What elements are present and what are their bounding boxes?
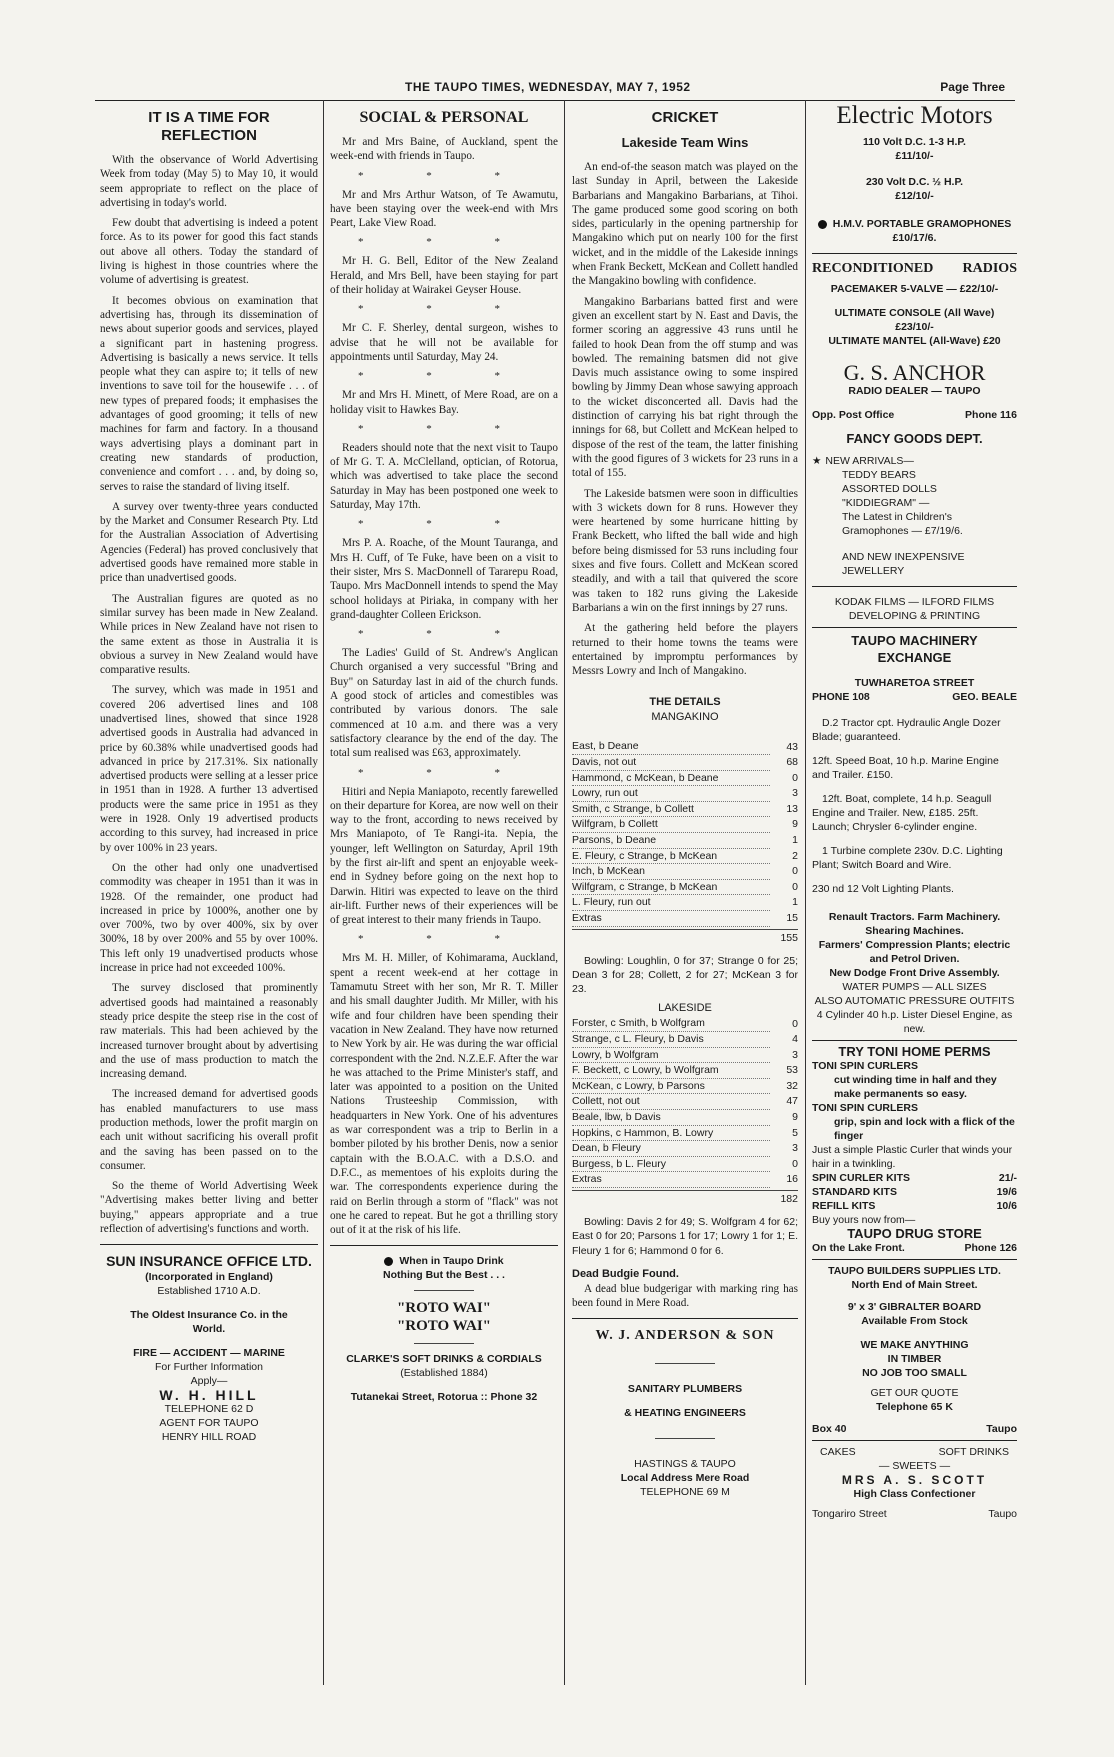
ad-text: The Latest in Children's Gramophones — £7/19/6. <box>842 511 963 537</box>
batsman-name: Parsons, b Deane <box>572 832 770 848</box>
batsman-runs: 9 <box>792 1110 798 1123</box>
anderson-ad <box>572 1327 798 1499</box>
divider <box>572 1318 798 1319</box>
ad-text: Telephone 65 K <box>876 1401 953 1413</box>
kit-row <box>812 1171 1017 1185</box>
batsman-name: Lowry, b Wolfgram <box>572 1047 770 1063</box>
social-item: Mrs M. H. Miller, of Kohimarama, Auckland, spent a recent week-end at her cottage in Tamamutu Street with her son, Mr R. T. Miller and his small daughter Judith. Mr Miller, with his wife and four children have been spending their vacation in New Zealand. They have now returned to New York by air. He was during the war official correspondent with the 2nd. N.Z.E.F. After the war he was attached to the Prime Minister's staff, and later was appointed to a position on the United Nations Trusteeship Commission, with headquarters in New York. One of his adventures as war correspondent was a trip to Berlin in a bomber piloted by his brother Denis, now a senior captain with the B.O.A.C. with a D.S.O. and D.F.C., as mementoes of his exploits during the war. The correspondents experience during the raid on Berlin through a storm of "flack" was not one he cared to repeat. But he got a thrilling story out of it at the risk of his life. <box>330 952 558 1237</box>
ad-text: Just a simple Plastic Curler that winds your hair in a twinkling. <box>812 1144 1013 1170</box>
ad-text: 19/6 <box>996 1186 1017 1198</box>
ad-text: HASTINGS & TAUPO <box>634 1458 736 1471</box>
ad-text: The Oldest Insurance Co. in the World. <box>130 1309 288 1336</box>
team-total: 155 <box>572 929 798 944</box>
ad-heading: TAUPO MACHINERY EXCHANGE <box>851 633 978 665</box>
ad-text: High Class Confectioner <box>853 1488 976 1500</box>
ad-title: SUN INSURANCE OFFICE LTD. <box>106 1253 312 1270</box>
ad-text: W. H. HILL <box>159 1387 259 1404</box>
batsman-runs: 2 <box>792 849 798 862</box>
cricket-paragraph: Mangakino Barbarians batted first and were given an excellent start by N. East and Davis, the former scoring an aggressive 43 runs until he failed to hook Dean from the off stump and was bowled. The remaining batsmen did not give Davis much assistance owing to some inspired bowling by Jimmy Dean whose sawying approach to the wicket disconcerted all. Davis had the distinction of carrying his bat right through the innings for 68, but Collett and McKean helped to dispose of the rest of the team, the latter finishing with the good figures of 3 wickets for 23 runs in a total of 155. <box>572 295 798 480</box>
ad-text: — SWEETS — <box>878 1460 951 1472</box>
score-row <box>572 1141 798 1157</box>
social-item: Mr and Mrs H. Minett, of Mere Road, are on a holiday visit to Hawkes Bay. <box>330 389 558 416</box>
ad-text: Tutanekai Street, Rotorua :: Phone 32 <box>350 1391 538 1404</box>
ad-text: 1 Turbine complete 230v. D.C. Lighting Plant; Switch Board and Wire. <box>812 845 1003 871</box>
ad-text: Available From Stock <box>861 1315 968 1327</box>
ad-text: 9' x 3' GIBRALTER BOARD <box>847 1301 982 1313</box>
article-paragraph: The survey, which was made in 1951 and covered 206 advertised lines and 108 unadvertised lines, showed that since 1928 advertised goods in Australia had advanced in price by 60.38% while unadvertised goods had advanced in price by 217.31%. Six nationally advertised products were selling at a lesser price in 1951 than in 1928. A further 13 advertised products were the same price in 1951 as they were in 1928. Only 19 advertised products according to this survey, had increased in price by over 100% in 23 years. <box>100 684 318 854</box>
ad-text: Local Address Mere Road <box>620 1472 750 1485</box>
ad-text: Nothing But the Best . . . <box>383 1269 505 1282</box>
ad-heading: TAUPO DRUG STORE <box>847 1226 982 1241</box>
batsman-runs: 3 <box>792 787 798 800</box>
article-paragraph: On the other had only one unadvertised commodity was cheaper in 1951 than it was in 1928. Of the remainder, one product had increased in price by 1000%, another one by over 700%, two by over 400%, six by over 300%, 18 by over 200% and 55 by over 100%. This left only 19 unadvertised products whose increase in price had not exceeded 100%. <box>100 861 318 975</box>
star-icon: ★ <box>812 455 822 467</box>
roto-wai-ad <box>330 1254 558 1404</box>
ad-text: TUWHARETOA STREET <box>854 677 975 689</box>
batsman-runs: 13 <box>786 802 798 815</box>
ad-text: Established 1710 A.D. <box>157 1285 261 1298</box>
divider <box>812 1040 1017 1041</box>
score-row <box>572 770 798 786</box>
batsman-name: East, b Deane <box>572 739 770 754</box>
batsman-runs: 1 <box>792 896 798 909</box>
ad-text: Apply— <box>190 1375 228 1388</box>
ad-text: ULTIMATE MANTEL (All-Wave) £20 <box>828 335 1001 347</box>
separator-stars: * * * <box>358 370 530 383</box>
scorecard-lakeside <box>572 1016 798 1188</box>
ad-brand: "ROTO WAI" <box>396 1318 492 1335</box>
column-social-personal <box>330 105 558 1685</box>
batsman-runs: 53 <box>786 1064 798 1077</box>
ad-heading: FANCY GOODS DEPT. <box>846 431 983 446</box>
ad-text: For Further Information <box>155 1361 263 1374</box>
team-name: MANGAKINO <box>651 711 719 724</box>
batsman-runs: 1 <box>792 833 798 846</box>
divider <box>812 627 1017 628</box>
batsman-name: Hopkins, c Hammon, B. Lowry <box>572 1125 770 1141</box>
ad-text: PACEMAKER 5-VALVE — £22/10/- <box>830 283 999 295</box>
social-item: Readers should note that the next visit to Taupo of Mr G. T. A. McClelland, optician, of Rotorua, which was advertised to take place the second Saturday in May has been postponed one week to Saturday, May 17th. <box>330 441 558 512</box>
team-total: 182 <box>572 1190 798 1205</box>
ad-text: ASSORTED DOLLS <box>842 483 937 495</box>
ad-text: Taupo <box>988 1508 1017 1520</box>
batsman-name: Smith, c Strange, b Collett <box>572 801 770 817</box>
batsman-name: Inch, b McKean <box>572 864 770 880</box>
batsman-runs: 0 <box>792 771 798 784</box>
ad-text: AND NEW INEXPENSIVE <box>842 551 965 563</box>
ad-text: RADIO DEALER — TAUPO <box>848 385 981 397</box>
article-paragraph: A survey over twenty-three years conducted by the Market and Consumer Research Pty. Ltd for the Australian Association of Advertising Agencies (Federal) has proved conclusively that advertised goods have remained more stable in price than unadvertised goods. <box>100 500 318 585</box>
score-row <box>572 910 798 926</box>
score-row <box>572 801 798 817</box>
score-row <box>572 786 798 802</box>
ad-text: SOFT DRINKS <box>938 1446 1009 1458</box>
scott-address <box>812 1507 1017 1521</box>
batsman-name: Burgess, b L. Fleury <box>572 1156 770 1172</box>
batsman-name: Lowry, run out <box>572 786 770 802</box>
batsman-runs: 47 <box>786 1095 798 1108</box>
batsman-runs: 3 <box>792 1142 798 1155</box>
batsman-name: Hammond, c McKean, b Deane <box>572 770 770 786</box>
social-item: Mr and Mrs Arthur Watson, of Te Awamutu, have been staying over the week-end with Mrs Peart, Lake View Road. <box>330 188 558 230</box>
ad-text: 12ft. Speed Boat, 10 h.p. Marine Engine and Trailer. £150. <box>812 755 999 781</box>
score-row <box>572 1078 798 1094</box>
batsman-runs: 5 <box>792 1126 798 1139</box>
batsman-name: Dean, b Fleury <box>572 1141 770 1157</box>
cricket-headline: CRICKET <box>651 109 719 126</box>
scorecard-mangakino <box>572 739 798 926</box>
ad-text: RADIOS <box>962 261 1017 276</box>
ad-text <box>330 1254 558 1268</box>
divider <box>330 1245 558 1246</box>
ad-text: New Dodge Front Drive Assembly. <box>829 967 1000 979</box>
column-divider <box>564 100 565 1685</box>
ad-text: £10/17/6. <box>892 232 937 244</box>
divider <box>100 1244 318 1245</box>
separator-stars: * * * <box>358 766 530 779</box>
column-advertising-article <box>100 105 318 1685</box>
ad-text: TELEPHONE 62 D <box>164 1403 254 1416</box>
kit-row <box>812 1199 1017 1213</box>
ad-text: & HEATING ENGINEERS <box>624 1407 746 1420</box>
budgie-head: Dead Budgie Found. <box>572 1267 679 1280</box>
ad-text: TEDDY BEARS <box>842 469 916 481</box>
ad-text: TAUPO BUILDERS SUPPLIES LTD. <box>828 1265 1001 1277</box>
ad-text: Renault Tractors. Farm Machinery. Shearing Machines. <box>828 911 1001 937</box>
ad-text: FIRE — ACCIDENT — MARINE <box>133 1347 285 1360</box>
social-item: Mr C. F. Sherley, dental surgeon, wishes to advise that he will not be available for appointments until Saturday, May 24. <box>330 322 558 363</box>
ad-text: SANITARY PLUMBERS <box>627 1383 743 1396</box>
ad-text: 230 nd 12 Volt Lighting Plants. <box>812 883 954 895</box>
social-item: Mrs P. A. Roache, of the Mount Tauranga, and Mrs H. Cuff, of Te Fuke, have been on a visit to their sister, Mrs S. MacDonnell of Tararepu Road, Taupo. Mrs MacDonnell intends to spend the May school holidays at Piriaka, in company with her grand-daughter Colleen Erickson. <box>330 537 558 621</box>
social-item: The Ladies' Guild of St. Andrew's Anglican Church organised a very successful "Bring and Buy" on Saturday last in aid of the church funds. A good stock of articles and comestibles was contributed by various donors. The sale commenced at 10 a.m. and there was a very satisfactory clearance by the end of the day. The total sum realised was £63, approximately. <box>330 647 558 760</box>
column-divider <box>805 100 806 1685</box>
article-paragraph: So the theme of World Advertising Week "Advertising makes better living and better buying," appears appropriate and a true reflection of advertising's functions and worth. <box>100 1180 318 1236</box>
ad-text: IN TIMBER <box>887 1353 942 1365</box>
batsman-name: Strange, c L. Fleury, b Davis <box>572 1032 770 1048</box>
batsman-name: Collett, not out <box>572 1094 770 1110</box>
divider <box>812 1259 1017 1260</box>
column-cricket <box>572 105 798 1685</box>
batsman-runs: 0 <box>792 880 798 893</box>
batsman-name: Extras <box>572 1172 770 1188</box>
details-head: THE DETAILS <box>649 696 721 709</box>
ad-text: 21/- <box>998 1172 1017 1184</box>
separator-stars: * * * <box>358 169 530 182</box>
ad-text: Taupo <box>986 1423 1017 1435</box>
batsman-runs: 32 <box>786 1079 798 1092</box>
ad-text: KODAK FILMS — ILFORD FILMS <box>834 596 995 608</box>
score-row <box>572 1156 798 1172</box>
ad-text: ULTIMATE CONSOLE (All Wave) <box>834 307 995 319</box>
ad-text: grip, spin and lock with a flick of the finger <box>834 1116 1015 1142</box>
divider <box>655 1438 715 1439</box>
batsman-name: Extras <box>572 910 770 926</box>
column-ads <box>812 105 1017 1685</box>
ad-text: ALSO AUTOMATIC PRESSURE OUTFITS <box>814 995 1015 1007</box>
ad-text: On the Lake Front. <box>812 1242 905 1254</box>
score-row <box>572 1016 798 1031</box>
ad-text: CLARKE'S SOFT DRINKS & CORDIALS <box>346 1353 542 1366</box>
batsman-runs: 0 <box>792 865 798 878</box>
ad-text: 10/6 <box>996 1200 1017 1212</box>
ad-text: STANDARD KITS <box>812 1186 897 1198</box>
ad-heading: TRY TONI HOME PERMS <box>838 1044 991 1059</box>
batsman-runs: 3 <box>792 1048 798 1061</box>
ad-text: D.2 Tractor cpt. Hydraulic Angle Dozer Blade; guaranteed. <box>812 717 1001 743</box>
divider <box>414 1343 474 1344</box>
batsman-runs: 9 <box>792 818 798 831</box>
ad-text: NEW ARRIVALS— <box>825 455 914 467</box>
ad-text: PHONE 108 <box>812 691 870 703</box>
score-row <box>572 832 798 848</box>
ad-text: When in Taupo Drink <box>399 1255 504 1268</box>
masthead-title: THE TAUPO TIMES, WEDNESDAY, MAY 7, 1952 <box>405 80 691 94</box>
divider <box>812 253 1017 254</box>
score-row <box>572 1109 798 1125</box>
ad-text: Buy yours now from— <box>812 1214 916 1226</box>
separator-stars: * * * <box>358 518 530 531</box>
batsman-name: E. Fleury, c Strange, b McKean <box>572 848 770 864</box>
ad-text: £23/10/- <box>895 321 934 333</box>
ad-text: Farmers' Compression Plants; electric and Petrol Driven. <box>818 939 1011 965</box>
score-row <box>572 1094 798 1110</box>
batsman-name: Forster, c Smith, b Wolfgram <box>572 1016 770 1031</box>
ad-text: 110 Volt D.C. 1-3 H.P. <box>863 136 966 148</box>
separator-stars: * * * <box>358 628 530 641</box>
score-row <box>572 879 798 895</box>
masthead-rule <box>95 100 1015 101</box>
score-row <box>572 1172 798 1188</box>
score-row <box>572 1125 798 1141</box>
separator-stars: * * * <box>358 422 530 435</box>
anchor-contact <box>812 408 1017 422</box>
score-row <box>572 864 798 880</box>
score-row <box>572 848 798 864</box>
ad-title: W. J. ANDERSON & SON <box>595 1328 775 1344</box>
bowling-summary: Bowling: Davis 2 for 49; S. Wolfgram 4 for 62; East 0 for 20; Parsons 1 for 17; Lowry 1 for 1; E. Fleury 1 for 6; Hammond 0 for 6. <box>572 1215 798 1257</box>
cricket-paragraph: An end-of-the season match was played on the last Sunday in April, between the Lakeside Barbarians and Mangakino Barbarians, at Tihoi. The game produced some good scoring on both sides, particularly in the opening partnership for Mangakino which put on nearly 100 for the first wicket, and in the middle of the Lakeside innings when Frank Beckett, McKean and Collett handled the Mangakino bowling with confidence. <box>572 161 798 288</box>
ad-text: GET OUR QUOTE <box>870 1387 959 1399</box>
score-row <box>572 754 798 770</box>
separator-stars: * * * <box>358 933 530 946</box>
drug-contact <box>812 1241 1017 1255</box>
ad-text: WE MAKE ANYTHING <box>860 1339 969 1351</box>
cricket-subhead: Lakeside Team Wins <box>621 135 749 150</box>
ad-text: North End of Main Street. <box>851 1279 978 1291</box>
ad-text: DEVELOPING & PRINTING <box>848 610 981 622</box>
score-row <box>572 895 798 911</box>
batsman-runs: 0 <box>792 1157 798 1170</box>
ad-text: HENRY HILL ROAD <box>161 1431 257 1444</box>
ad-text: 4 Cylinder 40 h.p. Lister Diesel Engine, as new. <box>816 1009 1013 1035</box>
divider <box>812 586 1017 587</box>
divider <box>812 1440 1017 1441</box>
ad-text: TONI SPIN CURLERS <box>812 1102 918 1114</box>
builders-box <box>812 1422 1017 1436</box>
ad-text: 230 Volt D.C. ½ H.P. <box>865 176 964 188</box>
batsman-name: Beale, lbw, b Davis <box>572 1109 770 1125</box>
ad-text: Box 40 <box>812 1423 847 1435</box>
ad-text: GEO. BEALE <box>952 691 1017 703</box>
batsman-runs: 16 <box>786 1173 798 1186</box>
ad-text: Tongariro Street <box>812 1508 887 1520</box>
batsman-runs: 68 <box>786 755 798 768</box>
score-row <box>572 817 798 833</box>
article-paragraph: The increased demand for advertised goods has enabled manufacturers to use mass production methods, lower the profit margin on each unit without sacrificing his overall profit and the saving has been passed on to the consumer. <box>100 1088 318 1172</box>
ad-text: Phone 126 <box>964 1242 1017 1254</box>
ad-text: (Established 1884) <box>400 1367 488 1380</box>
score-row <box>572 739 798 754</box>
masthead <box>95 78 1015 100</box>
anchor-title: G. S. ANCHOR <box>843 360 986 385</box>
ad-text: cut winding time in half and they make permanents so easy. <box>834 1074 997 1100</box>
social-item: Hitiri and Nepia Maniapoto, recently farewelled on their departure for Korea, are now well on their way to the front, according to news received by Mrs Maniapoto, of Te Rangi-ita. Nepia, the younger, left Wellington on Saturday, April 19th by the first air-lift and spent an enjoyable week-end in Sydney before going on the next hop to Darwin. Hitiri was expected to leave on the third air-lift. Further news of their experiences will be of great interest to their many friends in Taupo. <box>330 785 558 927</box>
social-headline: SOCIAL & PERSONAL <box>359 109 529 126</box>
ad-heading: MRS A. S. SCOTT <box>841 1473 988 1487</box>
score-row <box>572 1063 798 1079</box>
batsman-runs: 15 <box>786 911 798 924</box>
ad-text: JEWELLERY <box>842 565 905 577</box>
sun-insurance-ad <box>100 1253 318 1444</box>
ad-text: TONI SPIN CURLERS <box>812 1060 918 1072</box>
article-headline: IT IS A TIME FOR REFLECTION <box>148 109 270 144</box>
ad-brand: "ROTO WAI" <box>396 1300 492 1317</box>
ad-text: RECONDITIONED <box>812 261 934 276</box>
divider <box>655 1363 715 1364</box>
divider <box>414 1290 474 1291</box>
article-paragraph: With the observance of World Advertising Week from today (May 5) to May 10, it would seem appropriate to reflect on the place of advertising in today's world. <box>100 154 318 209</box>
cricket-paragraph: The Lakeside batsmen were soon in difficulties with 3 wickets down for 8 runs. However they were heartened by some hurricane hitting by Frank Beckett, who lifted the ball wide and high before being dismissed for 53 runs including four sixes and five fours. Collett and McKean scored steadily, and with a tail that quivered the score was taken to 182 runs giving the Lakeside Barbarians a win on the first innings by 27 runs. <box>572 487 798 614</box>
ad-text: £11/10/- <box>895 150 934 162</box>
bowling-summary: Bowling: Loughlin, 0 for 37; Strange 0 for 25; Dean 3 for 28; Collett, 2 for 27; McKean 3 for 23. <box>572 954 798 996</box>
ad-text: (Incorporated in England) <box>145 1271 273 1284</box>
batsman-name: Wilfgram, c Strange, b McKean <box>572 879 770 895</box>
social-item: Mr H. G. Bell, Editor of the New Zealand Herald, and Mrs Bell, have been staying for part of their holiday at Wairakei Geyser House. <box>330 255 558 297</box>
ad-text: £12/10/- <box>895 190 934 202</box>
batsman-name: Davis, not out <box>572 754 770 770</box>
electric-motors-title: Electric Motors <box>836 105 993 129</box>
score-row <box>572 1047 798 1063</box>
ad-text: "KIDDIEGRAM" — <box>842 497 930 509</box>
article-paragraph: The survey disclosed that prominently advertised goods had maintained a reasonably steady price despite the steep rise in the cost of raw materials. This had been achieved by the increased turnover brought about by advertising and the use of mass production to match the increasing demand. <box>100 982 318 1081</box>
ad-text: H.M.V. PORTABLE GRAMOPHONES <box>832 218 1012 230</box>
ad-text: AGENT FOR TAUPO <box>159 1417 259 1430</box>
ad-text: Phone 116 <box>965 409 1017 421</box>
ad-text: 12ft. Boat, complete, 14 h.p. Seagull Engine and Trailer. New, £185. 25ft. Launch; Chrysler 6-cylinder engine. <box>812 793 992 833</box>
article-paragraph: It becomes obvious on examination that advertising has, through its dissemination of news about superior goods and services, played a significant part in hastening progress. Advertising is basically a news service. It tells people what they can aspire to; it tells of new inventions to save toil for the housewife . . . of new types of prepared foods; it emphasises the advantages of good grooming; it tells of new machines for farm and factory. In a thousand ways advertising plays a dominant part in creating new standards of production, convenience and comfort . . . and, by doing so, serves to raise the standard of living itself. <box>100 294 318 493</box>
batsman-name: L. Fleury, run out <box>572 895 770 911</box>
column-divider <box>323 100 324 1685</box>
ad-text: REFILL KITS <box>812 1200 876 1212</box>
batsman-runs: 43 <box>786 740 798 753</box>
batsman-runs: 4 <box>792 1033 798 1045</box>
cricket-paragraph: At the gathering held before the players returned to their home towns the teams were entertained by impromptu performances by Messrs Lowry and Inch of Mangakino. <box>572 622 798 678</box>
batsman-runs: 0 <box>792 1017 798 1030</box>
article-paragraph: The Australian figures are quoted as no similar survey has been made in New Zealand. While prices in New Zealand have not risen to the same extent as those in Australia it is obvious a survey in New Zealand would have comparative results. <box>100 592 318 677</box>
separator-stars: * * * <box>358 303 530 316</box>
page-number: Page Three <box>940 80 1005 94</box>
batsman-name: Wilfgram, b Collett <box>572 817 770 833</box>
ad-text: TELEPHONE 69 M <box>640 1486 730 1499</box>
ad-text: Opp. Post Office <box>812 409 895 421</box>
kit-row <box>812 1185 1017 1199</box>
machinery-contact <box>812 690 1017 704</box>
ad-text: WATER PUMPS — ALL SIZES <box>842 981 987 993</box>
bullet-icon <box>384 1257 393 1266</box>
ad-text: NO JOB TOO SMALL <box>862 1367 967 1379</box>
score-row <box>572 1032 798 1048</box>
ad-text: SPIN CURLER KITS <box>812 1172 911 1184</box>
budgie-text: A dead blue budgerigar with marking ring has been found in Mere Road. <box>572 1282 798 1310</box>
bullet-icon <box>818 220 827 229</box>
batsman-name: F. Beckett, c Lowry, b Wolfgram <box>572 1063 770 1079</box>
batsman-name: McKean, c Lowry, b Parsons <box>572 1078 770 1094</box>
article-paragraph: Few doubt that advertising is indeed a potent force. As to its power for good this fact stands out above all others. Today the standard of living is highest in those countries where the volume of advertising is greatest. <box>100 217 318 287</box>
ad-text: CAKES <box>820 1446 856 1458</box>
reconditioned-radios <box>812 262 1017 276</box>
team-name: LAKESIDE <box>658 1002 712 1015</box>
separator-stars: * * * <box>358 236 530 249</box>
scott-offer <box>812 1445 1017 1459</box>
social-item: Mr and Mrs Baine, of Auckland, spent the week-end with friends in Taupo. <box>330 136 558 163</box>
